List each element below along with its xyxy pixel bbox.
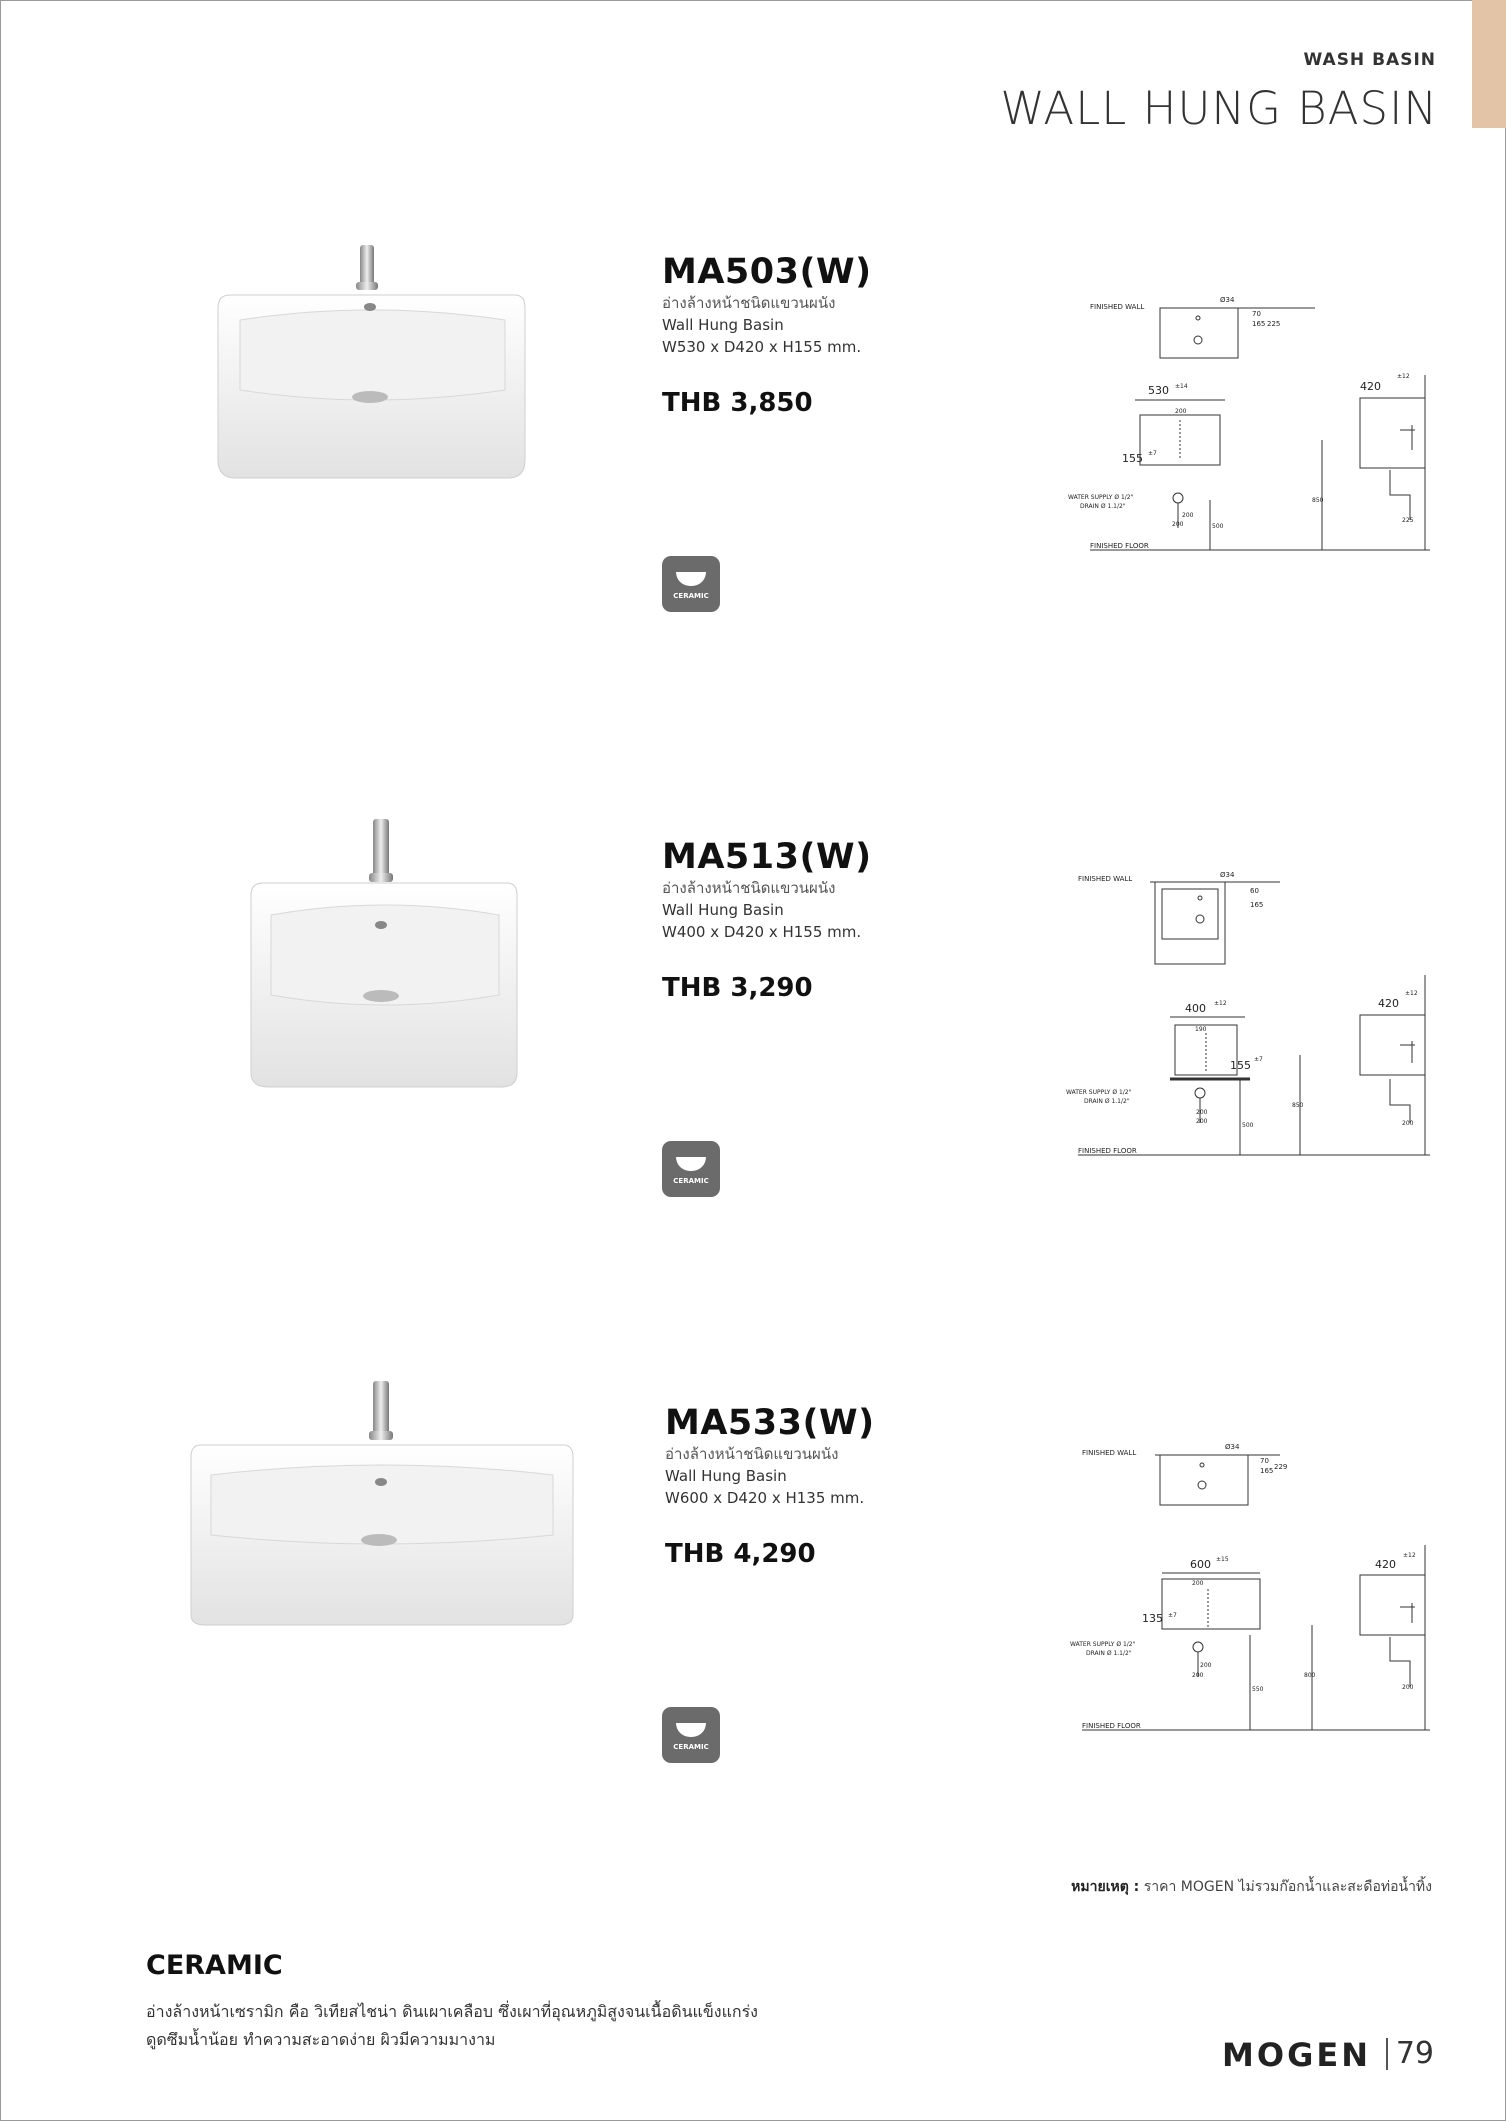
drawing-inner: 200 bbox=[1175, 408, 1187, 415]
ceramic-badge bbox=[662, 556, 720, 612]
thai-name: อ่างล้างหน้าชนิดแขวนผนัง bbox=[662, 294, 836, 312]
drawing-width-tol: ±15 bbox=[1216, 1556, 1229, 1563]
drawing-water-supply: WATER SUPPLY Ø 1/2" bbox=[1070, 1641, 1136, 1648]
drawing-finished-wall: FINISHED WALL bbox=[1082, 1449, 1137, 1457]
model-name: MA513(W) bbox=[662, 837, 872, 877]
drawing-height: 155 bbox=[1122, 452, 1143, 465]
drawing-top-dim-1: 70 bbox=[1260, 1457, 1269, 1465]
product-info bbox=[665, 1403, 875, 1569]
model-name: MA503(W) bbox=[662, 252, 872, 292]
basin-icon bbox=[676, 572, 706, 586]
section-tab bbox=[1472, 0, 1506, 128]
drawing-water-supply: WATER SUPPLY Ø 1/2" bbox=[1068, 494, 1134, 501]
product-price: THB 4,290 bbox=[665, 1539, 816, 1569]
drawing-top-dim-2: 165 bbox=[1260, 1467, 1274, 1475]
ceramic-badge bbox=[662, 1707, 720, 1763]
drawing-mount-height: 800 bbox=[1304, 1672, 1316, 1679]
ceramic-badge bbox=[662, 1141, 720, 1197]
drawing-finished-floor: FINISHED FLOOR bbox=[1078, 1147, 1137, 1155]
badge-label: CERAMIC bbox=[673, 1743, 709, 1751]
drawing-height: 135 bbox=[1142, 1612, 1163, 1625]
drawing-depth-tol: ±12 bbox=[1397, 373, 1410, 380]
ceramic-title: CERAMIC bbox=[146, 1950, 283, 1981]
basin-photo bbox=[245, 815, 525, 1095]
drawing-drain: DRAIN Ø 1.1/2" bbox=[1084, 1098, 1130, 1105]
product-type: Wall Hung Basin bbox=[662, 316, 784, 334]
drawing-inner: 190 bbox=[1195, 1026, 1207, 1033]
drawing-mount-height: 850 bbox=[1292, 1102, 1304, 1109]
drawing-width-tol: ±12 bbox=[1214, 1000, 1227, 1007]
product-size: W530 x D420 x H155 mm. bbox=[662, 338, 862, 356]
drawing-pipe-2: 200 bbox=[1196, 1118, 1208, 1125]
brand-logo: MOGEN bbox=[1222, 2036, 1371, 2074]
product-info bbox=[662, 252, 872, 418]
drawing-finished-wall: FINISHED WALL bbox=[1090, 303, 1145, 311]
note-label: หมายเหตุ : bbox=[1071, 1879, 1140, 1895]
drawing-hole: Ø34 bbox=[1225, 1443, 1240, 1451]
drawing-height: 155 bbox=[1230, 1059, 1251, 1072]
drawing-depth-tol: ±12 bbox=[1403, 1552, 1416, 1559]
model-name: MA533(W) bbox=[665, 1403, 875, 1443]
drawing-width: 400 bbox=[1185, 1002, 1206, 1015]
ceramic-line-2: ดูดซึมน้ำน้อย ทำความสะอาดง่าย ผิวมีความมางาม bbox=[146, 2030, 496, 2049]
drawing-side-dim: 200 bbox=[1402, 1684, 1414, 1691]
drawing-height-tol: ±7 bbox=[1254, 1056, 1263, 1063]
drawing-finished-floor: FINISHED FLOOR bbox=[1082, 1722, 1141, 1730]
technical-drawing bbox=[1060, 290, 1440, 620]
product-ma503 bbox=[0, 240, 1506, 800]
product-size: W600 x D420 x H135 mm. bbox=[665, 1489, 865, 1507]
drawing-height-tol: ±7 bbox=[1148, 450, 1157, 457]
drawing-width: 600 bbox=[1190, 1558, 1211, 1571]
product-type: Wall Hung Basin bbox=[665, 1467, 787, 1485]
drawing-depth: 420 bbox=[1360, 380, 1381, 393]
page-title: WALL HUNG BASIN bbox=[1000, 82, 1438, 135]
drawing-depth: 420 bbox=[1375, 1558, 1396, 1571]
drawing-pipe-1: 200 bbox=[1182, 512, 1194, 519]
thai-name: อ่างล้างหน้าชนิดแขวนผนัง bbox=[662, 879, 836, 897]
basin-icon bbox=[676, 1157, 706, 1171]
drawing-finished-wall: FINISHED WALL bbox=[1078, 875, 1133, 883]
drawing-top-dim-3: 229 bbox=[1274, 1463, 1288, 1471]
drawing-width: 530 bbox=[1148, 384, 1169, 397]
price-note bbox=[1071, 1876, 1432, 1898]
drawing-floor-height: 500 bbox=[1242, 1122, 1254, 1129]
drawing-top-dim-3: 225 bbox=[1267, 320, 1281, 328]
badge-label: CERAMIC bbox=[673, 592, 709, 600]
page-number: 79 bbox=[1395, 2036, 1434, 2071]
product-type: Wall Hung Basin bbox=[662, 901, 784, 919]
drawing-drain: DRAIN Ø 1.1/2" bbox=[1080, 503, 1126, 510]
drawing-side-dim: 225 bbox=[1402, 517, 1414, 524]
drawing-depth: 420 bbox=[1378, 997, 1399, 1010]
basin-photo bbox=[185, 1375, 580, 1635]
product-info bbox=[662, 837, 872, 1003]
drawing-pipe-1: 200 bbox=[1196, 1109, 1208, 1116]
drawing-depth-tol: ±12 bbox=[1405, 990, 1418, 997]
thai-name: อ่างล้างหน้าชนิดแขวนผนัง bbox=[665, 1445, 839, 1463]
drawing-top-dim-2: 165 bbox=[1252, 320, 1266, 328]
technical-drawing bbox=[1060, 865, 1440, 1195]
drawing-mount-height: 850 bbox=[1312, 497, 1324, 504]
footer-divider bbox=[1386, 2038, 1388, 2070]
drawing-pipe-2: 200 bbox=[1172, 521, 1184, 528]
drawing-hole: Ø34 bbox=[1220, 871, 1235, 879]
product-price: THB 3,850 bbox=[662, 388, 813, 418]
product-size: W400 x D420 x H155 mm. bbox=[662, 923, 862, 941]
drawing-drain: DRAIN Ø 1.1/2" bbox=[1086, 1650, 1132, 1657]
drawing-hole: Ø34 bbox=[1220, 296, 1235, 304]
product-ma533 bbox=[0, 1375, 1506, 1935]
badge-label: CERAMIC bbox=[673, 1177, 709, 1185]
note-text: ราคา MOGEN ไม่รวมก๊อกน้ำและสะดือท่อน้ำทิ้ง bbox=[1143, 1879, 1432, 1895]
drawing-inner: 200 bbox=[1192, 1580, 1204, 1587]
drawing-top-dim-2: 165 bbox=[1250, 901, 1264, 909]
drawing-top-dim-1: 60 bbox=[1250, 887, 1259, 895]
drawing-water-supply: WATER SUPPLY Ø 1/2" bbox=[1066, 1089, 1132, 1096]
category-label: WASH BASIN bbox=[1303, 50, 1436, 70]
technical-drawing bbox=[1060, 1425, 1440, 1755]
drawing-pipe-1: 200 bbox=[1200, 1662, 1212, 1669]
product-price: THB 3,290 bbox=[662, 973, 813, 1003]
drawing-top-dim-1: 70 bbox=[1252, 310, 1261, 318]
ceramic-line-1: อ่างล้างหน้าเซรามิก คือ วิเทียสไชน่า ดินเผาเคลือบ ซึ่งเผาที่อุณหภูมิสูงจนเนื้อดินแข็งแกร่ง bbox=[146, 2002, 758, 2021]
drawing-height-tol: ±7 bbox=[1168, 1612, 1177, 1619]
drawing-pipe-2: 200 bbox=[1192, 1672, 1204, 1679]
drawing-finished-floor: FINISHED FLOOR bbox=[1090, 542, 1149, 550]
ceramic-description bbox=[146, 1998, 866, 2054]
product-ma513 bbox=[0, 815, 1506, 1375]
drawing-floor-height: 500 bbox=[1212, 523, 1224, 530]
basin-photo bbox=[210, 240, 530, 490]
drawing-side-dim: 200 bbox=[1402, 1120, 1414, 1127]
drawing-width-tol: ±14 bbox=[1175, 383, 1188, 390]
basin-icon bbox=[676, 1723, 706, 1737]
drawing-floor-height: 550 bbox=[1252, 1686, 1264, 1693]
